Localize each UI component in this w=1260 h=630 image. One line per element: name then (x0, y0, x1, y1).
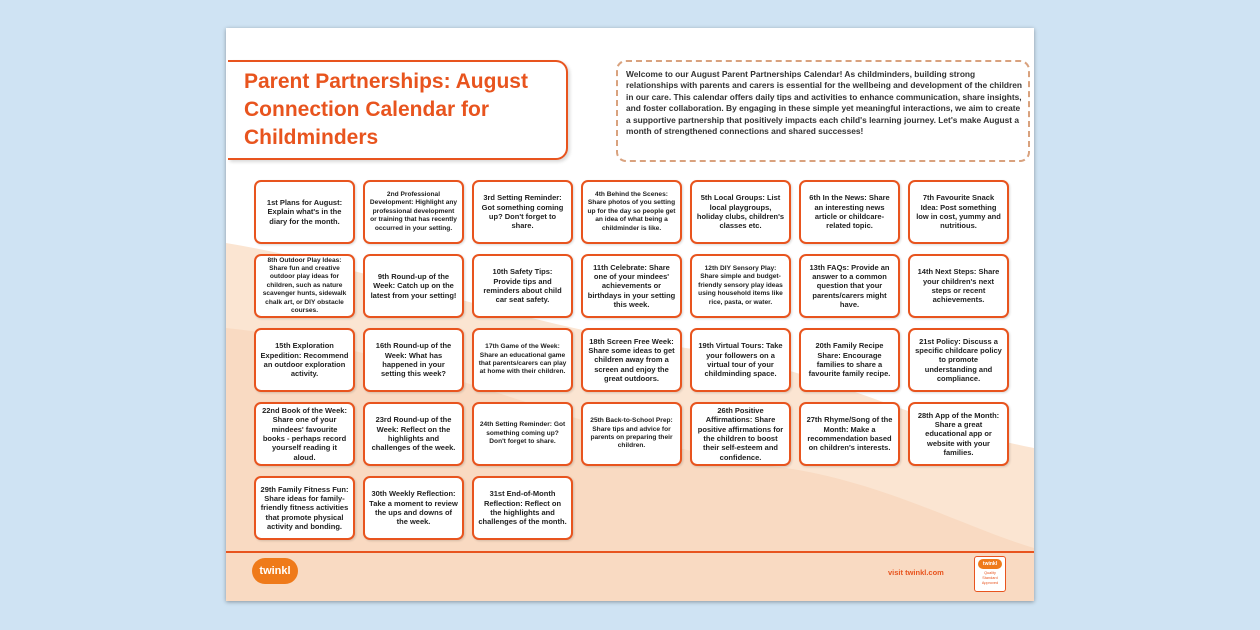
day-cell: 22nd Book of the Week: Share one of your mindees' favourite books - perhaps record yourself reading it aloud. (254, 402, 355, 466)
day-cell: 3rd Setting Reminder: Got something coming up? Don't forget to share. (472, 180, 573, 244)
day-cell: 28th App of the Month: Share a great educational app or website with your families. (908, 402, 1009, 466)
intro-box (616, 60, 1030, 162)
day-cell: 31st End-of-Month Reflection: Reflect on the highlights and challenges of the month. (472, 476, 573, 540)
day-cell: 2nd Professional Development: Highlight any professional development or training that has recently occurred in your setting. (363, 180, 464, 244)
day-cell: 4th Behind the Scenes: Share photos of you setting up for the day so people get an idea of what being a childminder is like. (581, 180, 682, 244)
day-cell: 13th FAQs: Provide an answer to a common question that your parents/carers might have. (799, 254, 900, 318)
day-cell: 14th Next Steps: Share your children's next steps or recent achievements. (908, 254, 1009, 318)
visit-link[interactable]: visit twinkl.com (888, 568, 944, 577)
day-cell: 18th Screen Free Week: Share some ideas to get children away from a screen and enjoy the great outdoors. (581, 328, 682, 392)
calendar-grid (254, 180, 1009, 540)
day-cell: 24th Setting Reminder: Got something coming up? Don't forget to share. (472, 402, 573, 466)
day-cell: 8th Outdoor Play Ideas: Share fun and creative outdoor play ideas for children, such as nature scavenger hunts, sidewalk chalk art, or DIY obstacle courses. (254, 254, 355, 318)
day-cell: 26th Positive Affirmations: Share positive affirmations for the children to boost their self-esteem and confidence. (690, 402, 791, 466)
footer-divider (226, 551, 1034, 553)
day-cell: 12th DIY Sensory Play: Share simple and budget-friendly sensory play ideas using household items like rice, pasta, or water. (690, 254, 791, 318)
day-cell: 16th Round-up of the Week: What has happened in your setting this week? (363, 328, 464, 392)
badge-logo: twinkl (978, 559, 1002, 569)
day-cell: 23rd Round-up of the Week: Reflect on the highlights and challenges of the week. (363, 402, 464, 466)
day-cell: 29th Family Fitness Fun: Share ideas for family-friendly fitness activities that promote physical activity and bonding. (254, 476, 355, 540)
day-cell: 11th Celebrate: Share one of your mindees' achievements or birthdays in your setting this week. (581, 254, 682, 318)
twinkl-logo[interactable]: twinkl (252, 558, 298, 584)
day-cell: 6th In the News: Share an interesting news article or childcare-related topic. (799, 180, 900, 244)
day-cell: 25th Back-to-School Prep: Share tips and advice for parents on preparing their children. (581, 402, 682, 466)
day-cell: 17th Game of the Week: Share an educational game that parents/carers can play at home with their children. (472, 328, 573, 392)
day-cell: 30th Weekly Reflection: Take a moment to review the ups and downs of the week. (363, 476, 464, 540)
page-title: Parent Partnerships: August Connection Calendar for Childminders (244, 70, 528, 149)
day-cell: 1st Plans for August: Explain what's in the diary for the month. (254, 180, 355, 244)
quality-badge (974, 556, 1006, 592)
day-cell: 20th Family Recipe Share: Encourage families to share a favourite family recipe. (799, 328, 900, 392)
day-cell: 19th Virtual Tours: Take your followers on a virtual tour of your childminding space. (690, 328, 791, 392)
badge-text: Quality Standard Approved (981, 571, 999, 585)
day-cell: 10th Safety Tips: Provide tips and reminders about child car seat safety. (472, 254, 573, 318)
intro-text: Welcome to our August Parent Partnerships Calendar! As childminders, building strong relationships with parents and carers is essential for the wellbeing and development of the children in our care. This calendar offers daily tips and activities to enhance communication, share insights, and foster collaboration. By engaging in these simple yet meaningful interactions, we aim to create a supportive partnership that positively impacts each child's learning journey. Let's make August a month of strengthened connections and shared successes! (626, 69, 1023, 137)
day-cell: 27th Rhyme/Song of the Month: Make a recommendation based on children's interests. (799, 402, 900, 466)
title-box (228, 60, 568, 160)
calendar-sheet (226, 28, 1034, 601)
day-cell: 15th Exploration Expedition: Recommend an outdoor exploration activity. (254, 328, 355, 392)
day-cell: 9th Round-up of the Week: Catch up on the latest from your setting! (363, 254, 464, 318)
day-cell: 7th Favourite Snack Idea: Post something low in cost, yummy and nutritious. (908, 180, 1009, 244)
day-cell: 5th Local Groups: List local playgroups, holiday clubs, children's classes etc. (690, 180, 791, 244)
day-cell: 21st Policy: Discuss a specific childcare policy to promote understanding and compliance. (908, 328, 1009, 392)
